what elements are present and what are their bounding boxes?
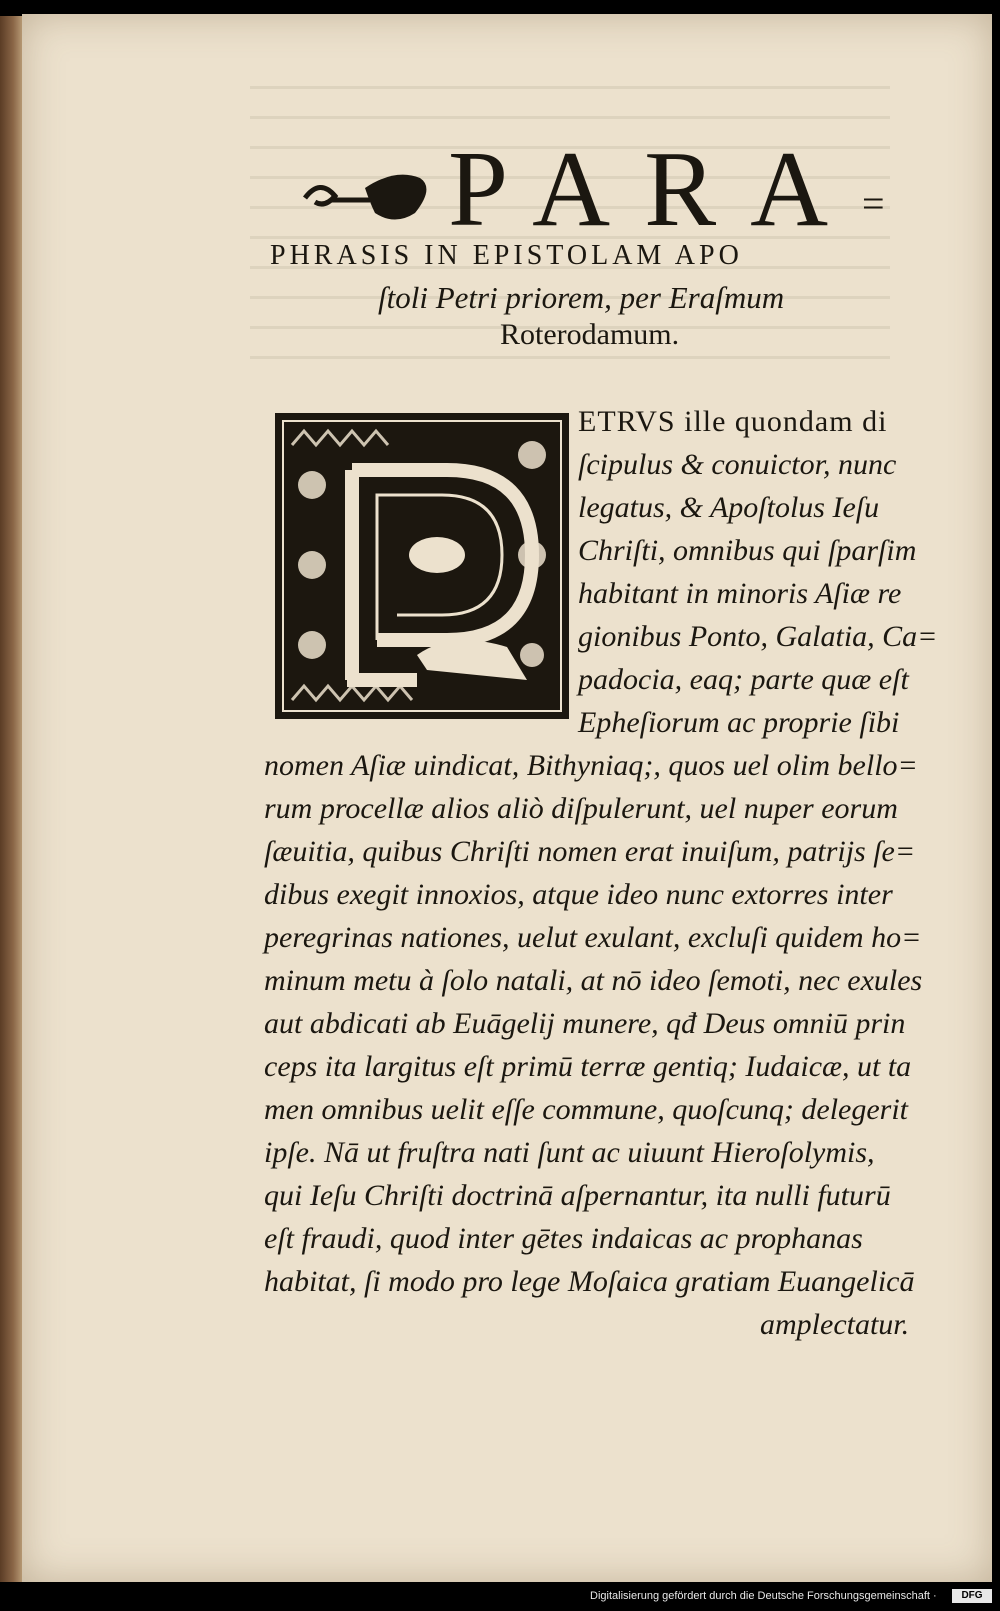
- text-line: ſæuitia, quibus Chriſti nomen erat inuiſum, patrijs ſe=: [264, 835, 916, 868]
- text-line: nomen Aſiæ uindicat, Bithyniaq;, quos uel olim bello=: [264, 749, 918, 782]
- initial-side-line: Epheſiorum ac proprie ſibi: [578, 706, 900, 739]
- text-line: men omnibus uelit eſſe commune, quoſcunq; delegerit: [264, 1093, 909, 1126]
- decorated-initial: [275, 413, 569, 719]
- title-line-2: ſtoli Petri priorem, per Eraſmum: [378, 280, 785, 315]
- initial-side-line: legatus, & Apoſtolus Ieſu: [578, 491, 880, 524]
- initial-side-line: Chriſti, omnibus qui ſparſim: [578, 534, 917, 567]
- initial-side-line: ETRVS ille quondam di: [578, 405, 888, 438]
- initial-side-line: habitant in minoris Aſiæ re: [578, 577, 902, 610]
- footer-credit: Digitalisierung gefördert durch die Deutsche Forschungsgemeinschaft ·: [590, 1590, 937, 1602]
- text-line: qui Ieſu Chriſti doctrinā aſpernantur, ita nulli futurū: [264, 1179, 891, 1212]
- initial-side-line: ſcipulus & conuictor, nunc: [578, 448, 897, 481]
- text-line: rum procellæ alios aliò diſpulerunt, uel nuper eorum: [264, 792, 898, 825]
- title-line-3: Roterodamum.: [500, 318, 680, 351]
- text-line: habitat, ſi modo pro lege Moſaica gratiam Euangelicā: [264, 1265, 915, 1298]
- text-line: dibus exegit innoxios, atque ideo nunc extorres inter: [264, 878, 893, 911]
- text-line: peregrinas nationes, uelut exulant, excluſi quidem ho=: [264, 921, 922, 954]
- ornament-icon: [300, 168, 440, 228]
- text-line: minum metu à ſolo natali, at nō ideo ſemoti, nec exules: [264, 964, 923, 997]
- text-line: ceps ita largitus eſt primū terræ gentiq; Iudaicæ, ut ta: [264, 1050, 912, 1083]
- book-edge: [0, 16, 22, 1582]
- title-block: [300, 130, 900, 249]
- text-line: ipſe. Nā ut fruſtra nati ſunt ac uiuunt Hieroſolymis,: [264, 1136, 875, 1169]
- text-line-last: amplectatur.: [760, 1308, 910, 1341]
- title-caps-line: PHRASIS IN EPISTOLAM APO: [270, 240, 743, 271]
- text-line: aut abdicati ab Euāgelij munere, qđ Deus omniū prin: [264, 1007, 906, 1040]
- title-large: PARA: [448, 130, 863, 249]
- decorated-initial-art: [277, 415, 567, 717]
- hyphen-mark: =: [862, 181, 885, 226]
- text-line: eſt fraudi, quod inter gētes indaicas ac prophanas: [264, 1222, 863, 1255]
- initial-side-line: padocia, eaq; parte quæ eſt: [578, 663, 909, 696]
- dfg-logo: DFG: [952, 1589, 992, 1603]
- initial-side-line: gionibus Ponto, Galatia, Ca=: [578, 620, 938, 653]
